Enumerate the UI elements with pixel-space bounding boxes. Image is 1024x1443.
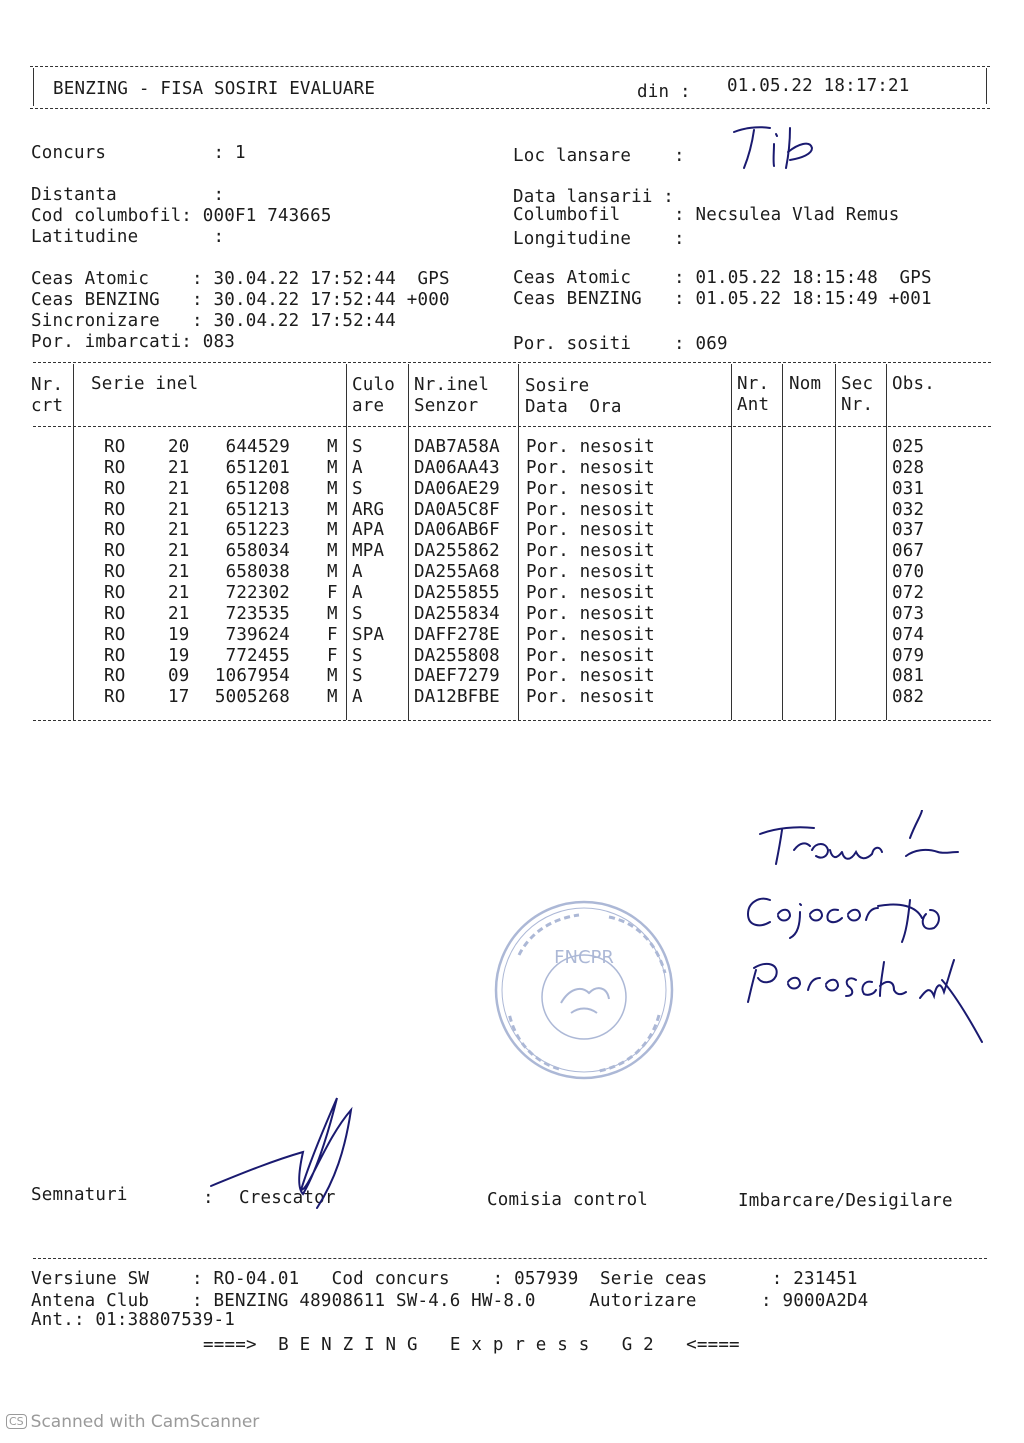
camscanner-logo-icon: CS [6,1414,27,1429]
cell-sosire: Por. nesosit [526,437,655,457]
cell-tara: RO [104,478,126,499]
cell-sex: M [327,437,338,457]
cell-senzor: DAEF7279 [414,666,500,687]
cell-sosire: Por. nesosit [526,499,655,520]
latitudine-line: Latitudine : [31,227,225,247]
cell-obs: 070 [892,562,925,583]
table-row [0,439,1024,460]
cell-sosire: Por. nesosit [526,666,655,687]
cell-sosire: Por. nesosit [526,687,655,708]
cell-nr-inel: 722302 [225,582,290,603]
header-sec-nr-2: Nr. [841,395,874,415]
concurs-line: Concurs : 1 [31,143,246,163]
longitudine-line: Longitudine : [513,229,685,249]
cell-an: 21 [168,499,190,520]
header-nr-inel-1: Nr.inel [414,375,490,395]
cell-obs: 031 [892,478,925,499]
header-nr-crt-2: crt [31,396,64,416]
table-bottom-border [33,720,991,721]
loc-lansare-label: Loc lansare : [513,146,685,166]
cell-culoare: A [352,582,363,603]
cell-sex: M [327,478,338,499]
cell-culoare: S [352,603,363,624]
cell-an: 09 [168,666,190,687]
cell-tara: RO [104,645,126,666]
table-row [0,543,1024,564]
cell-senzor: DA255808 [414,645,500,666]
cell-culoare: MPA [352,541,385,562]
cell-senzor: DA06AB6F [414,520,500,541]
header-sec-nr-1: Sec [841,374,874,394]
cod-columbofil-line: Cod columbofil: 000F1 743665 [31,206,332,226]
cell-an: 21 [168,582,190,603]
header-bottom-border [30,108,990,109]
cell-sex: F [327,582,338,603]
header-nr-inel-2: Senzor [414,396,479,416]
sincronizare-line: Sincronizare : 30.04.22 17:52:44 [31,311,397,331]
imbarcare-desigilare-label: Imbarcare/Desigilare [738,1191,953,1211]
cell-tara: RO [104,562,126,583]
camscanner-text: Scanned with CamScanner [30,1412,260,1432]
cell-sex: M [327,541,338,562]
ceas-atomic-sosire: Ceas Atomic : 01.05.22 18:15:48 GPS [513,268,932,288]
cell-culoare: S [352,437,363,457]
cell-an: 21 [168,541,190,562]
cell-sosire: Por. nesosit [526,582,655,603]
cell-senzor: DA06AE29 [414,478,500,499]
cell-tara: RO [104,666,126,687]
cell-nr-inel: 651213 [225,499,290,520]
cell-nr-inel: 651223 [225,520,290,541]
table-top-border [33,362,991,363]
cell-an: 21 [168,562,190,583]
cell-an: 20 [168,437,190,457]
cell-an: 21 [168,457,190,478]
cell-sex: M [327,603,338,624]
cell-nr-inel: 651201 [225,457,290,478]
cell-an: 19 [168,645,190,666]
semnaturi-label: Semnaturi [31,1185,128,1205]
cell-sosire: Por. nesosit [526,457,655,478]
table-row [0,645,1024,669]
header-culoare-1: Culo [352,375,395,395]
header-nom: Nom [789,374,822,394]
footer-ant-line: Ant.: 01:38807539-1 [31,1310,235,1330]
cell-sex: M [327,687,338,708]
ceas-benzing-sosire: Ceas BENZING : 01.05.22 18:15:49 +001 [513,289,932,309]
ceas-benzing-lansare: Ceas BENZING : 30.04.22 17:52:44 +000 [31,290,450,310]
cell-nr-inel: 5005268 [214,687,290,708]
cell-culoare: S [352,666,363,687]
header-nr-crt-1: Nr. [31,375,64,395]
cell-sosire: Por. nesosit [526,478,655,499]
cell-nr-inel: 651208 [225,478,290,499]
cell-nr-inel: 644529 [225,437,290,457]
svg-text:FNCPR: FNCPR [554,947,614,968]
cell-obs: 028 [892,457,925,478]
crescator-label: Crescator [239,1188,336,1208]
footer-border [33,1258,987,1259]
cell-culoare: S [352,478,363,499]
cell-obs: 081 [892,666,925,687]
cell-senzor: DA12BFBE [414,687,500,708]
cell-sex: M [327,457,338,478]
data-lansarii-line: Data lansarii : [513,187,675,207]
table-row [0,668,1024,689]
footer-benzing-express: ====> B E N Z I N G E x p r e s s G 2 <==== [203,1335,740,1355]
cell-senzor: DA255862 [414,541,500,562]
loc-lansare-handwritten [722,118,832,178]
camscanner-watermark [6,1412,259,1432]
cell-obs: 072 [892,582,925,603]
distanta-line: Distanta : [31,185,225,205]
table-row [0,457,1024,481]
header-nr-ant-2: Ant [737,395,770,415]
cell-sex: M [327,666,338,687]
din-label: din : [637,82,691,102]
cell-an: 21 [168,603,190,624]
header-left-border [33,68,34,106]
header-top-border [30,66,990,67]
cell-sosire: Por. nesosit [526,624,655,645]
footer-versiune-line: Versiune SW : RO-04.01 Cod concurs : 057939 Serie ceas : 231451 [31,1269,858,1289]
crescator-signature [205,1090,365,1220]
table-header-border [33,426,991,427]
cell-culoare: ARG [352,499,385,520]
cell-an: 17 [168,687,190,708]
table-row [0,603,1024,627]
table-row [0,478,1024,502]
cell-obs: 074 [892,624,925,645]
cell-culoare: A [352,457,363,478]
cell-nr-inel: 1067954 [214,666,290,687]
cell-culoare: S [352,645,363,666]
cell-nr-inel: 723535 [225,603,290,624]
cell-tara: RO [104,457,126,478]
cell-sosire: Por. nesosit [526,645,655,666]
header-sosire-2: Data Ora [525,397,622,417]
cell-obs: 079 [892,645,925,666]
cell-tara: RO [104,499,126,520]
cell-senzor: DA255A68 [414,562,500,583]
table-row [0,499,1024,523]
cell-senzor: DAFF278E [414,624,500,645]
header-obs: Obs. [892,374,935,394]
por-sositi-line: Por. sositi : 069 [513,334,728,354]
header-nr-ant-1: Nr. [737,374,770,394]
din-value: 01.05.22 18:17:21 [727,76,910,96]
cell-culoare: A [352,687,363,708]
header-sosire-1: Sosire [525,376,590,396]
cell-culoare: A [352,562,363,583]
cell-tara: RO [104,582,126,603]
cell-senzor: DA06AA43 [414,457,500,478]
cell-obs: 082 [892,687,925,708]
cell-senzor: DA255855 [414,582,500,603]
cell-senzor: DA0A5C8F [414,499,500,520]
cell-tara: RO [104,603,126,624]
cell-tara: RO [104,437,126,457]
header-right-border [986,68,987,104]
cell-sex: M [327,499,338,520]
fncpr-stamp [489,895,679,1085]
cell-nr-inel: 658038 [225,562,290,583]
cell-senzor: DAB7A58A [414,437,500,457]
header-serie-inel: Serie inel [91,374,199,394]
cell-obs: 032 [892,499,925,520]
cell-sosire: Por. nesosit [526,562,655,583]
cell-sex: M [327,562,338,583]
ceas-atomic-lansare: Ceas Atomic : 30.04.22 17:52:44 GPS [31,269,450,289]
table-row [0,689,1024,710]
table-row [0,522,1024,543]
cell-culoare: SPA [352,624,385,645]
cell-nr-inel: 658034 [225,541,290,562]
cell-sosire: Por. nesosit [526,541,655,562]
cell-obs: 067 [892,541,925,562]
handwritten-names [730,810,1000,1060]
document-title: BENZING - FISA SOSIRI EVALUARE [53,79,376,99]
cell-obs: 037 [892,520,925,541]
header-culoare-2: are [352,396,385,416]
cell-sosire: Por. nesosit [526,520,655,541]
cell-sex: M [327,520,338,541]
table-row [0,564,1024,585]
semnaturi-colon: : [203,1188,214,1208]
por-imbarcati-line: Por. imbarcati: 083 [31,332,235,352]
cell-tara: RO [104,541,126,562]
comisia-control-label: Comisia control [487,1190,649,1210]
table-row [0,582,1024,606]
cell-an: 19 [168,624,190,645]
table-row [0,624,1024,648]
cell-an: 21 [168,478,190,499]
footer-antena-line: Antena Club : BENZING 48908611 SW-4.6 HW-8.0 Autorizare : 9000A2D4 [31,1291,869,1311]
cell-tara: RO [104,520,126,541]
cell-tara: RO [104,624,126,645]
columbofil-line: Columbofil : Necsulea Vlad Remus [513,205,900,225]
cell-senzor: DA255834 [414,603,500,624]
cell-sex: F [327,624,338,645]
cell-sosire: Por. nesosit [526,603,655,624]
cell-nr-inel: 739624 [225,624,290,645]
cell-an: 21 [168,520,190,541]
cell-obs: 025 [892,437,925,457]
cell-tara: RO [104,687,126,708]
cell-obs: 073 [892,603,925,624]
cell-sex: F [327,645,338,666]
cell-nr-inel: 772455 [225,645,290,666]
cell-culoare: APA [352,520,385,541]
